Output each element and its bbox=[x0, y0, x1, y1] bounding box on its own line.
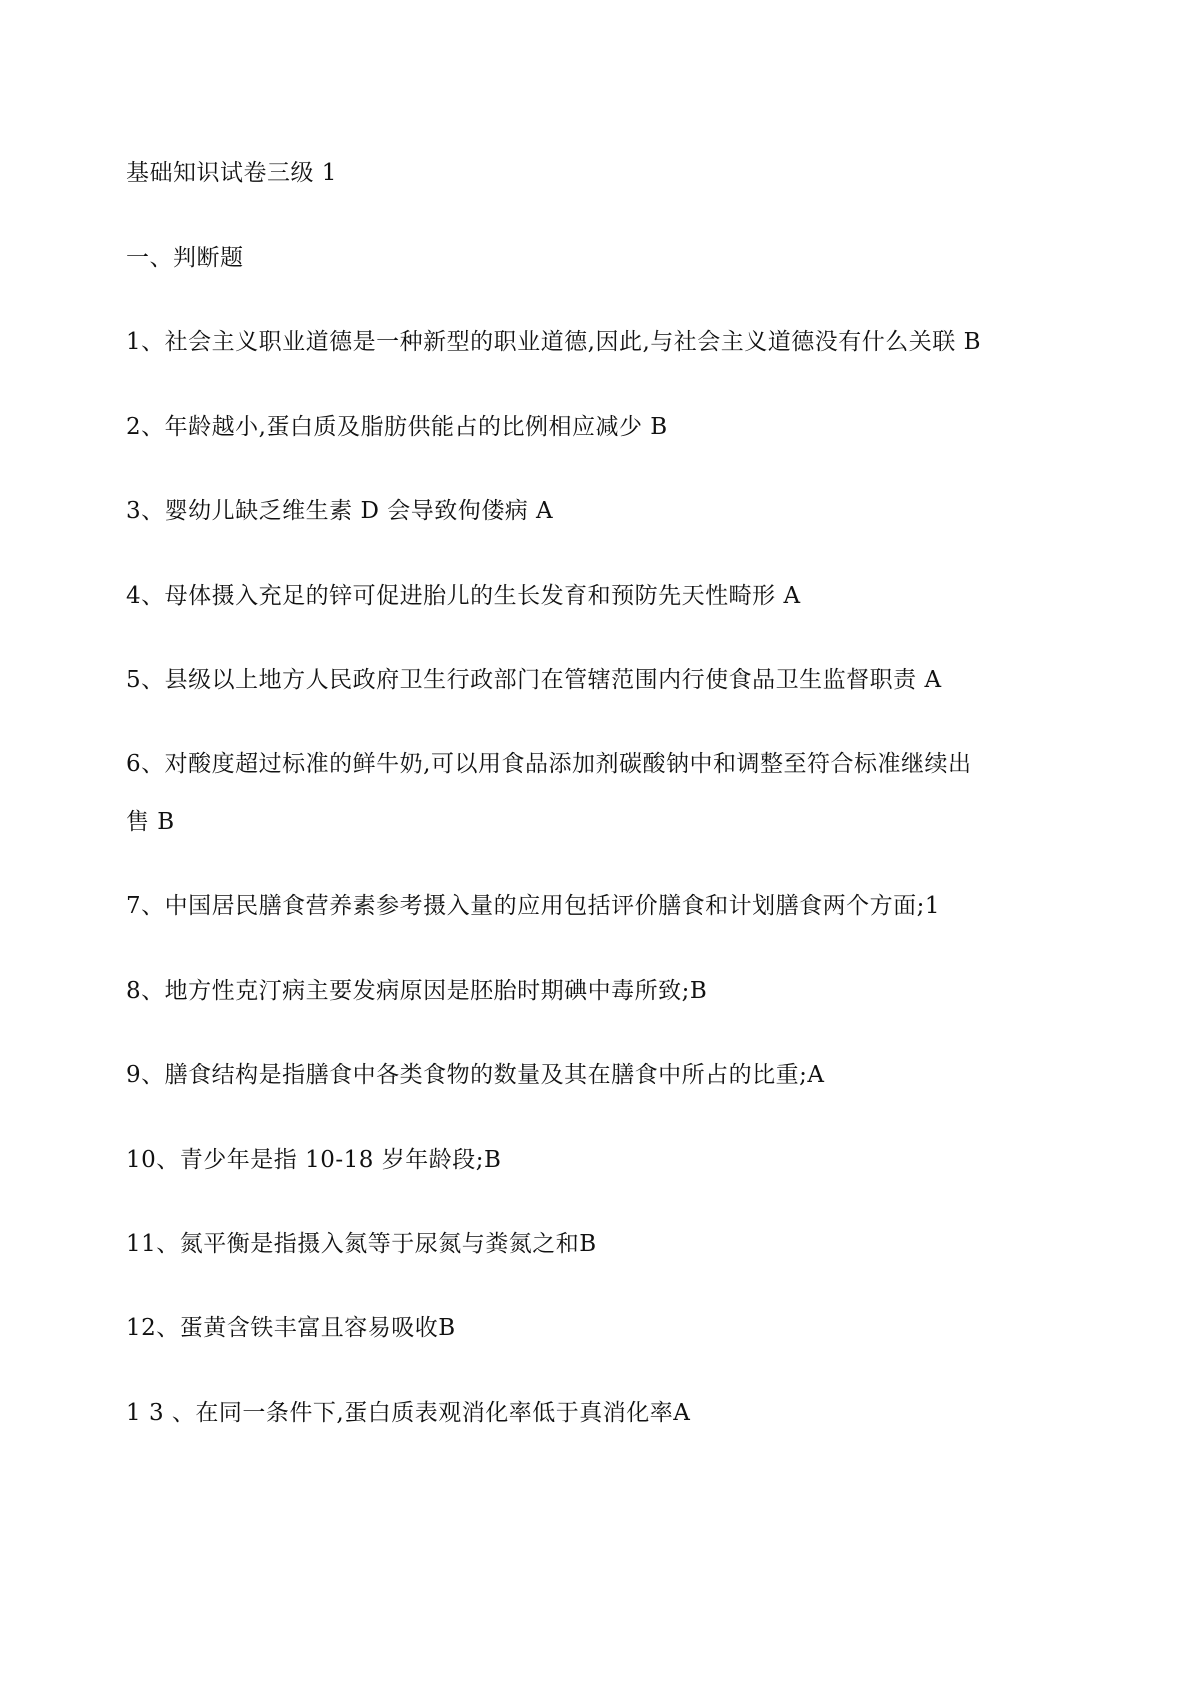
question-4: 4、母体摄入充足的锌可促进胎儿的生长发育和预防先天性畸形 A bbox=[126, 583, 801, 609]
question-7: 7、中国居民膳食营养素参考摄入量的应用包括评价膳食和计划膳食两个方面;1 bbox=[126, 893, 941, 919]
question-3: 3、婴幼儿缺乏维生素 D 会导致佝偻病 A bbox=[126, 498, 554, 524]
question-8: 8、地方性克汀病主要发病原因是胚胎时期碘中毒所致;B bbox=[126, 978, 708, 1004]
question-5: 5、县级以上地方人民政府卫生行政部门在管辖范围内行使食品卫生监督职责 A bbox=[126, 667, 942, 693]
question-13: 1 3 、在同一条件下,蛋白质表观消化率低于真消化率A bbox=[126, 1400, 691, 1426]
question-10: 10、青少年是指 10-18 岁年龄段;B bbox=[126, 1147, 502, 1173]
question-11: 11、氮平衡是指摄入氮等于尿氮与粪氮之和B bbox=[126, 1231, 597, 1257]
section-heading: 一、判断题 bbox=[126, 245, 244, 271]
question-9: 9、膳食结构是指膳食中各类食物的数量及其在膳食中所占的比重;A bbox=[126, 1062, 825, 1088]
question-6: 6、对酸度超过标准的鲜牛奶,可以用食品添加剂碳酸钠中和调整至符合标准继续出 bbox=[126, 751, 972, 777]
question-12: 12、蛋黄含铁丰富且容易吸收B bbox=[126, 1315, 456, 1341]
document-title: 基础知识试卷三级 1 bbox=[126, 160, 337, 186]
question-2: 2、年龄越小,蛋白质及脂肪供能占的比例相应减少 B bbox=[126, 414, 668, 440]
question-1: 1、社会主义职业道德是一种新型的职业道德,因此,与社会主义道德没有什么关联 B bbox=[126, 329, 981, 355]
question-6-continued: 售 B bbox=[126, 809, 175, 835]
